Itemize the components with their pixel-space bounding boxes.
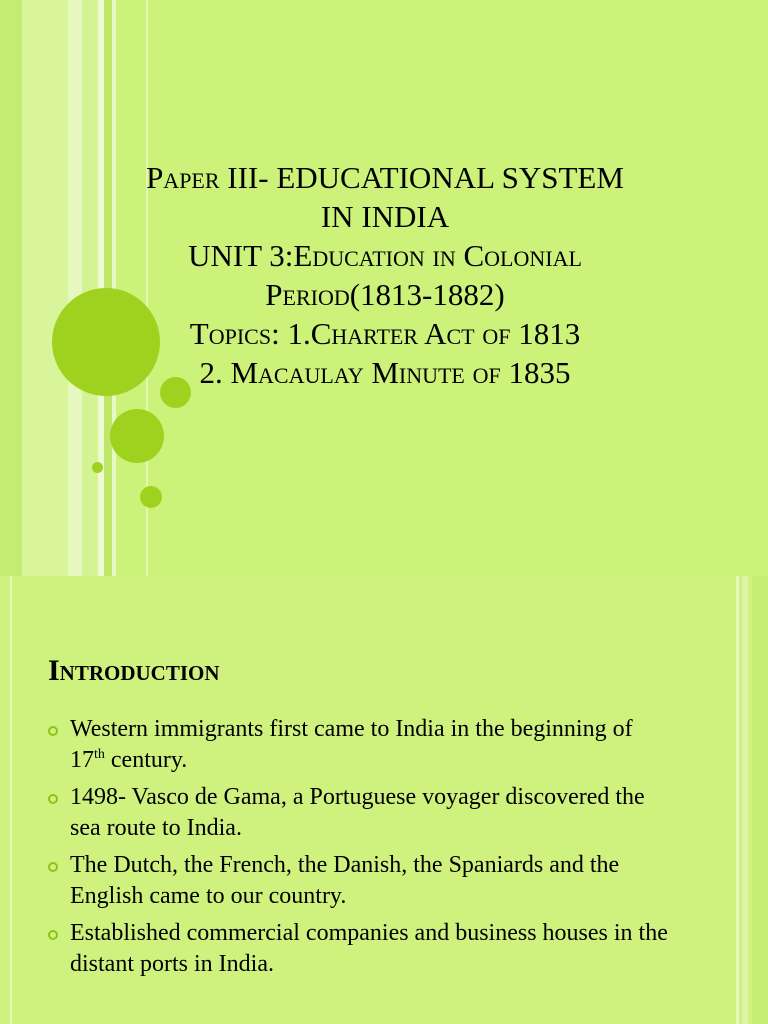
decorative-circle-medium	[110, 409, 164, 463]
decorative-stripe	[10, 576, 12, 1024]
bullet-text: Established commercial companies and business houses in the distant ports in India.	[70, 920, 668, 977]
title-line: IN INDIA	[320, 199, 450, 234]
decorative-circle-small	[140, 486, 162, 508]
title-line: 2. Macaulay Minute of 1835	[199, 355, 571, 390]
bullet-text: Western immigrants first came to India in the beginning of 17	[70, 716, 633, 773]
bullet-text: century.	[104, 747, 188, 773]
decorative-stripe	[742, 576, 748, 1024]
superscript: th	[94, 747, 105, 762]
list-item	[48, 918, 668, 980]
hollow-circle-bullet-icon	[48, 794, 58, 804]
title-line: Paper III- EDUCATIONAL SYSTEM	[146, 160, 624, 195]
title-line: Topics: 1.Charter Act of 1813	[189, 316, 581, 351]
title-line: UNIT 3:Education in Colonial	[188, 238, 582, 273]
decorative-circle-tiny	[92, 462, 103, 473]
bullet-list	[48, 714, 668, 986]
decorative-stripe	[736, 576, 739, 1024]
hollow-circle-bullet-icon	[48, 726, 58, 736]
bullet-text: The Dutch, the French, the Danish, the Spaniards and the English came to our country.	[70, 852, 620, 909]
hollow-circle-bullet-icon	[48, 930, 58, 940]
decorative-stripe	[752, 576, 768, 1024]
list-item	[48, 714, 668, 776]
list-item	[48, 850, 668, 912]
bullet-text: 1498- Vasco de Gama, a Portuguese voyager discovered the sea route to India.	[70, 784, 645, 841]
title-line: Period(1813-1882)	[265, 277, 505, 312]
hollow-circle-bullet-icon	[48, 862, 58, 872]
slide-title	[60, 158, 710, 392]
section-heading: Introduction	[48, 654, 220, 687]
decorative-stripe	[0, 0, 22, 576]
list-item	[48, 782, 668, 844]
